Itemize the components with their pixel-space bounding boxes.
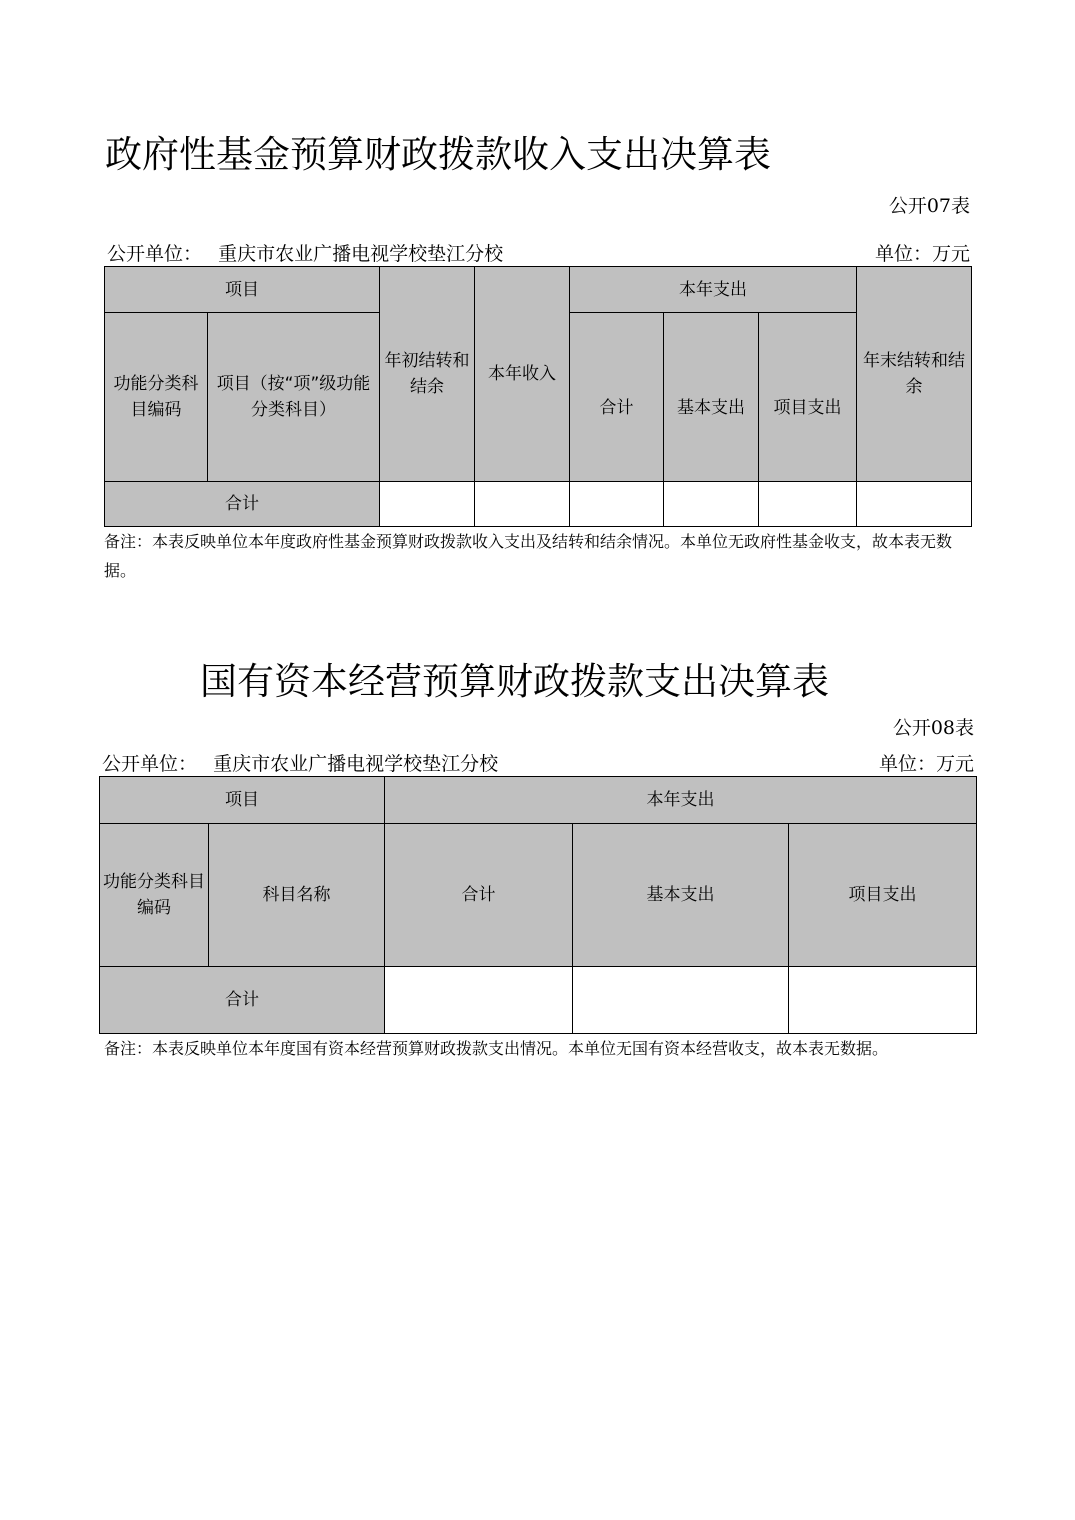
- table2-number: 公开08表: [892, 717, 974, 739]
- table1-total-basic: [664, 482, 759, 527]
- table2-total-row-label: 合计: [100, 967, 385, 1034]
- table2-header-project: 项目: [100, 777, 385, 824]
- table2-header-subject-name: 科目名称: [209, 824, 385, 967]
- table1-header-item-name: 项目（按“项”级功能分类科目）: [208, 313, 380, 482]
- table2-header-basic: 基本支出: [573, 824, 789, 967]
- table1-header-begin-balance: 年初结转和结余: [380, 267, 475, 482]
- table1-total-row-label: 合计: [105, 482, 380, 527]
- table2-header-func-code: 功能分类科目编码: [100, 824, 209, 967]
- table2-org: [102, 749, 498, 776]
- table1-header-end-balance: 年末结转和结余: [857, 267, 972, 482]
- table2-note: 备注：本表反映单位本年度国有资本经营预算财政拨款支出情况。本单位无国有资本经营收支，故本表无数据。: [104, 1039, 889, 1058]
- table1-total-expense: [570, 482, 664, 527]
- table2-total-total: [385, 967, 573, 1034]
- table2-org-label: 公开单位：: [102, 753, 198, 775]
- table1-total-begin-balance: [380, 482, 475, 527]
- table1-unit: 单位：万元: [874, 243, 970, 265]
- table2-unit: 单位：万元: [878, 753, 974, 775]
- table1-org: [107, 239, 503, 266]
- table1-header-income: 本年收入: [475, 267, 570, 482]
- table2-total-project-exp: [789, 967, 977, 1034]
- table1-grid: [104, 266, 972, 527]
- table2-grid: [99, 776, 977, 1034]
- table1-number: 公开07表: [888, 195, 970, 217]
- table1-header-expense: 本年支出: [570, 267, 857, 313]
- table1-header-basic: 基本支出: [664, 313, 759, 482]
- table2-title: 国有资本经营预算财政拨款支出决算表: [200, 660, 829, 703]
- table1-title: 政府性基金预算财政拨款收入支出决算表: [105, 133, 771, 176]
- table1-note: 备注：本表反映单位本年度政府性基金预算财政拨款收入支出及结转和结余情况。本单位无政府性基金收支，故本表无数据。: [104, 532, 953, 580]
- table1-total-income: [475, 482, 570, 527]
- table2-header-total: 合计: [385, 824, 573, 967]
- table1-org-name: 重庆市农业广播电视学校垫江分校: [218, 243, 504, 265]
- table1-header-func-code: 功能分类科目编码: [105, 313, 208, 482]
- table1-org-label: 公开单位：: [107, 243, 203, 265]
- table1-total-end-balance: [857, 482, 972, 527]
- table1-header-project-exp: 项目支出: [759, 313, 857, 482]
- table1-header-project: 项目: [105, 267, 380, 313]
- table1-total-project-exp: [759, 482, 857, 527]
- table2-total-basic: [573, 967, 789, 1034]
- table2-header-expense: 本年支出: [385, 777, 977, 824]
- table1-header-total: 合计: [570, 313, 664, 482]
- table2-header-project-exp: 项目支出: [789, 824, 977, 967]
- table2-org-name: 重庆市农业广播电视学校垫江分校: [213, 753, 499, 775]
